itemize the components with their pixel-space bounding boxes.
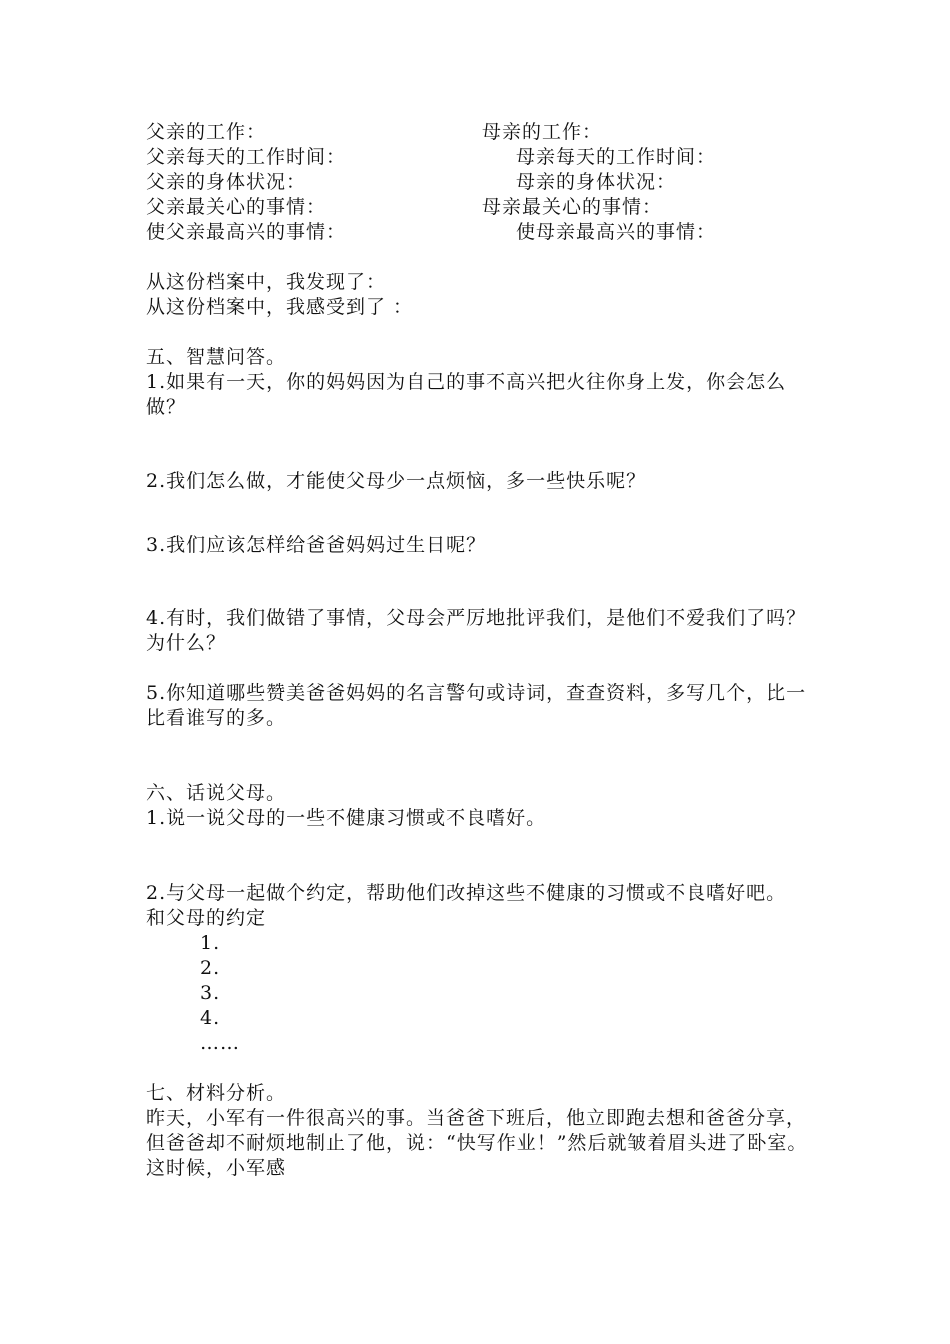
question-5-5: 5.你知道哪些赞美爸爸妈妈的名言警句或诗词，查查资料，多写几个，比一比看谁写的多。: [146, 682, 807, 729]
profile-row: [146, 220, 826, 245]
question-5-4: 4.有时，我们做错了事情，父母会严厉地批评我们，是他们不爱我们了吗？为什么？: [146, 607, 807, 654]
question-5-3: 3.我们应该怎样给爸爸妈妈过生日呢？: [146, 534, 487, 556]
profile-row: [146, 120, 826, 145]
section-6-heading: 六、话说父母。: [146, 782, 287, 804]
agreement-item: 1.: [200, 932, 221, 954]
father-field: 使父亲最高兴的事情：: [146, 221, 347, 243]
father-field: 父亲每天的工作时间：: [146, 146, 347, 168]
father-field: 父亲的工作：: [146, 121, 267, 143]
question-6-1: 1.说一说父母的一些不健康习惯或不良嗜好。: [146, 807, 547, 829]
finding-discovered: 从这份档案中，我发现了：: [146, 271, 387, 293]
profile-row: [146, 145, 826, 170]
agreement-item: 4.: [200, 1007, 221, 1029]
question-5-1: 1.如果有一天，你的妈妈因为自己的事不高兴把火往你身上发，你会怎么做？: [146, 371, 787, 418]
father-field: 父亲的身体状况：: [146, 171, 307, 193]
question-5-2: 2.我们怎么做，才能使父母少一点烦恼，多一些快乐呢？: [146, 470, 647, 492]
question-6-2: 2.与父母一起做个约定，帮助他们改掉这些不健康的习惯或不良嗜好吧。: [146, 882, 787, 904]
agreement-title: 和父母的约定: [146, 907, 267, 929]
section-5-heading: 五、智慧问答。: [146, 346, 287, 368]
finding-felt: 从这份档案中，我感受到了 ：: [146, 296, 414, 318]
document-page: [146, 120, 826, 1181]
mother-field: 母亲每天的工作时间：: [516, 146, 717, 168]
profile-row: [146, 170, 826, 195]
agreement-item: 2.: [200, 957, 221, 979]
mother-field: 母亲的工作：: [482, 121, 603, 143]
father-field: 父亲最关心的事情：: [146, 196, 327, 218]
mother-field: 使母亲最高兴的事情：: [516, 221, 717, 243]
mother-field: 母亲最关心的事情：: [482, 196, 663, 218]
material-text: 昨天，小军有一件很高兴的事。当爸爸下班后，他立即跑去想和爸爸分享，但爸爸却不耐烦地制止了他，说：“快写作业！”然后就皱着眉头进了卧室。这时候，小军感: [146, 1107, 808, 1179]
profile-row: [146, 195, 826, 220]
agreement-list: [146, 931, 826, 1056]
agreement-item: ……: [200, 1032, 240, 1054]
section-7-heading: 七、材料分析。: [146, 1082, 287, 1104]
mother-field: 母亲的身体状况：: [516, 171, 677, 193]
agreement-item: 3.: [200, 982, 221, 1004]
